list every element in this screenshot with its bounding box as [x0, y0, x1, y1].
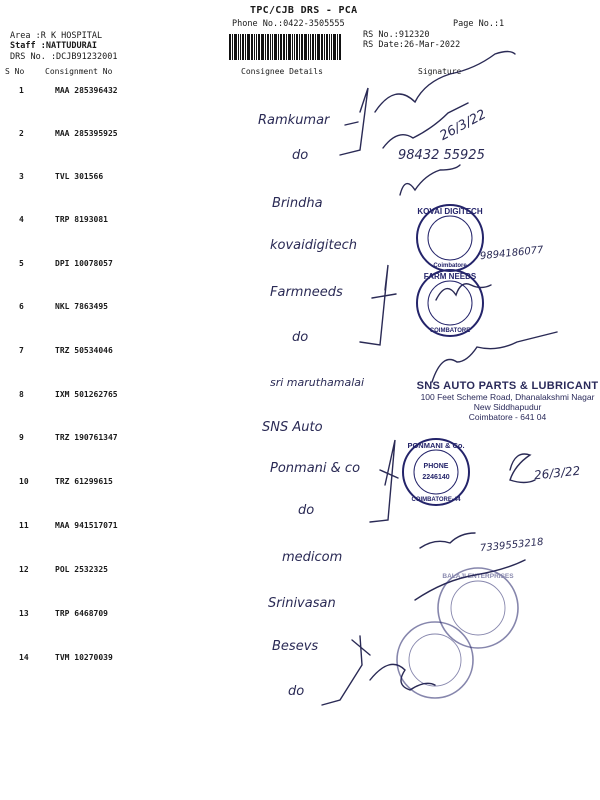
- drs-number: DRS No. :DCJB91232001: [10, 52, 118, 62]
- signature-scribble: [370, 664, 435, 690]
- farm-stamp-city: COIMBATORE: [429, 328, 471, 334]
- column-header-sno: S No: [5, 67, 25, 76]
- signature-scribble: [383, 103, 468, 148]
- rs-date: RS Date:26-Mar-2022: [363, 40, 461, 50]
- ponmani-stamp-phone: 2246140: [422, 474, 450, 481]
- kovai-digitech-stamp: [417, 205, 483, 271]
- column-header-consignment: Consignment No: [45, 67, 113, 76]
- handwritten-consignee: Besevs: [272, 639, 319, 654]
- sns-stamp-address: New Siddhapudur: [473, 402, 542, 412]
- balaji-stamp: [438, 568, 518, 648]
- sns-stamp-address: Coimbatore - 641 04: [468, 412, 547, 422]
- row-consignment-number: TRZ 61299615: [55, 477, 113, 486]
- bracket-line: [372, 294, 396, 298]
- page-number: Page No.:1: [453, 19, 505, 29]
- handwritten-consignee: sri maruthamalai: [270, 376, 365, 389]
- row-consignment-number: TRP 8193081: [55, 215, 108, 224]
- row-consignment-number: MAA 285395925: [55, 129, 118, 138]
- row-consignment-number: DPI 10078057: [55, 259, 113, 268]
- row-serial-number: 10: [19, 477, 29, 486]
- row-serial-number: 7: [19, 346, 24, 355]
- handwritten-consignee: Farmneeds: [270, 285, 343, 300]
- row-serial-number: 11: [19, 521, 29, 530]
- row-serial-number: 9: [19, 433, 24, 442]
- bracket-line: [370, 440, 395, 522]
- handwritten-consignee: Srinivasan: [268, 596, 336, 611]
- column-header-signature: Signature: [418, 67, 462, 76]
- balaji-stamp-name: BALAJI ENTERPRISES: [442, 573, 514, 580]
- row-consignment-number: POL 2532325: [55, 565, 108, 574]
- handwritten-consignee: do: [292, 148, 309, 163]
- handwritten-phone: 98432 55925: [398, 148, 485, 163]
- signature-scribble: [510, 454, 535, 483]
- row-serial-number: 6: [19, 302, 24, 311]
- farm-needs-stamp: [417, 270, 483, 336]
- ponmani-stamp-phone-label: PHONE: [423, 463, 449, 470]
- row-serial-number: 13: [19, 609, 29, 618]
- handwritten-consignee: do: [298, 503, 315, 518]
- sns-stamp-address: 100 Feet Scheme Road, Dhanalakshmi Nagar: [420, 392, 595, 402]
- balaji-stamp: [397, 622, 473, 698]
- ponmani-stamp-name: PONMANI & Co.: [407, 441, 465, 450]
- handwritten-date: 26/3/22: [533, 463, 581, 483]
- bracket-line: [322, 636, 362, 705]
- row-consignment-number: TVM 10270039: [55, 653, 113, 662]
- handwritten-consignee: do: [288, 684, 305, 699]
- row-serial-number: 4: [19, 215, 24, 224]
- handwritten-date: 26/3/22: [437, 107, 489, 144]
- signature-scribble: [432, 332, 557, 382]
- row-serial-number: 1: [19, 86, 24, 95]
- handwritten-consignee: SNS Auto: [262, 420, 323, 435]
- signature-scribble: [420, 533, 475, 548]
- kovai-stamp-name: KOVAI DIGITECH: [417, 207, 483, 216]
- area-label: Area :R K HOSPITAL: [10, 31, 103, 41]
- handwritten-consignee: Ramkumar: [258, 113, 330, 128]
- bracket-line: [340, 88, 368, 155]
- handwritten-consignee: Brindha: [272, 196, 323, 211]
- row-serial-number: 8: [19, 390, 24, 399]
- row-consignment-number: MAA 941517071: [55, 521, 118, 530]
- row-consignment-number: NKL 7863495: [55, 302, 108, 311]
- kovai-stamp-city: Coimbatore: [433, 263, 467, 269]
- bracket-line: [345, 122, 358, 125]
- signature-scribble: [375, 52, 515, 113]
- sheet-title: TPC/CJB DRS - PCA: [250, 5, 358, 16]
- handwritten-phone: 7339553218: [479, 536, 545, 555]
- row-serial-number: 12: [19, 565, 29, 574]
- sns-stamp-name: SNS AUTO PARTS & LUBRICANT: [416, 380, 599, 392]
- row-consignment-number: TVL 301566: [55, 172, 104, 181]
- signature-scribble: [400, 165, 460, 195]
- phone-number: Phone No.:0422-3505555: [232, 19, 345, 29]
- row-consignment-number: MAA 285396432: [55, 86, 118, 95]
- row-serial-number: 3: [19, 172, 24, 181]
- bracket-line: [380, 470, 398, 478]
- row-consignment-number: TRZ 50534046: [55, 346, 113, 355]
- row-serial-number: 5: [19, 259, 24, 268]
- row-consignment-number: IXM 501262765: [55, 390, 118, 399]
- rs-number: RS No.:912320: [363, 30, 430, 40]
- farm-stamp-name: FARM NEEDS: [423, 272, 477, 281]
- row-serial-number: 2: [19, 129, 24, 138]
- row-consignment-number: TRP 6468709: [55, 609, 108, 618]
- bracket-line: [360, 265, 388, 345]
- handwritten-phone: 9894186077: [479, 244, 545, 263]
- handwritten-consignee: Ponmani & co: [270, 461, 361, 476]
- row-serial-number: 14: [19, 653, 29, 662]
- row-consignment-number: TRZ 190761347: [55, 433, 118, 442]
- staff-label: Staff :NATTUDURAI: [10, 41, 97, 51]
- handwritten-consignee: do: [292, 330, 309, 345]
- column-header-consignee-details: Consignee Details: [241, 67, 323, 76]
- signature-scribble: [415, 560, 525, 600]
- handwritten-consignee: medicom: [282, 550, 343, 565]
- ponmani-stamp: [403, 439, 469, 505]
- handwritten-consignee: kovaidigitech: [270, 238, 357, 253]
- ponmani-stamp-city: COIMBATORE-44: [411, 497, 461, 503]
